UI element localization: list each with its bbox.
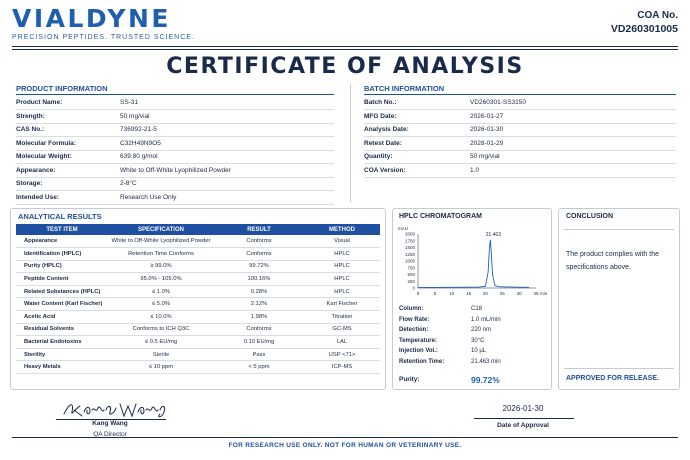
results-header-row [16,224,380,235]
method-cell: GC-MS [304,323,380,336]
approval-label: Date of Approval [497,422,549,429]
table-row [16,248,380,261]
batch-info-value: 2026-01-30 [470,126,504,133]
conclusion-rule [564,229,674,230]
result-cell: 100.16% [214,273,304,286]
table-row [16,285,380,298]
coa-label: COA No. [637,10,678,21]
product-info-row [16,165,334,178]
product-info-heading: PRODUCT INFORMATION [16,84,108,93]
brand-block [12,5,195,41]
batch-info-heading: BATCH INFORMATION [364,84,445,93]
hplc-param-value: 1.0 mL/min [471,316,501,323]
result-cell: 99.72% [214,260,304,273]
product-info-value: 639.80 g/mol [120,153,158,160]
test-item-cell: Related Substances (HPLC) [16,285,108,298]
test-item-cell: Appearance [16,235,108,248]
conclusion-panel [558,208,680,390]
result-cell: 1.98% [214,311,304,324]
approval-date: 2026-01-30 [502,404,544,413]
product-info-row [16,111,334,124]
batch-info-value: 2028-01-29 [470,139,504,147]
result-cell: < 5 ppm [214,361,304,374]
y-tick-label: 1250 [404,251,415,257]
test-item-cell: Purity (HPLC) [16,260,108,273]
brand-logo: VIALDYNE [12,4,171,33]
test-item-cell: Peptide Content [16,273,108,286]
batch-info-value: 2026-01-27 [470,112,504,120]
purity-row [399,376,549,386]
test-item-cell: Identification (HPLC) [16,248,108,261]
product-info-key: Strength: [16,112,45,120]
product-info-value: 50 mg/vial [120,112,150,120]
product-info-row [16,192,334,205]
hplc-param-value: 21.463 min [471,358,501,365]
product-info-key: Storage: [16,180,43,187]
product-info-value: White to Off-White Lyophilized Powder [120,166,231,174]
specification-cell: ≥ 99.0% [108,260,214,273]
product-info-key: Appearance: [16,166,56,174]
hplc-param-row [399,359,549,369]
conclusion-heading: CONCLUSION [566,213,614,220]
hplc-param-key: Retention Time: [399,358,445,365]
table-row [16,235,380,248]
product-info-value: C32H49N9O5 [120,139,161,147]
product-info-row [16,138,334,151]
hplc-param-value: 10 µL [471,348,487,354]
product-info-key: Molecular Weight: [16,153,72,160]
batch-info-table [364,97,676,179]
method-cell: USP <71> [304,348,380,361]
method-cell: HPLC [304,260,380,273]
batch-info-key: COA Version: [364,166,406,174]
signatory-role: QA Director [93,431,127,438]
hplc-param-row [399,317,549,327]
table-row [16,260,380,273]
col-specification: SPECIFICATION [108,224,214,235]
product-info-key: CAS No.: [16,126,45,133]
specification-cell: ≤ 10 ppm [108,361,214,374]
specification-cell: ≤ 1.0% [108,285,214,298]
purity-label: Purity: [399,376,420,383]
y-tick-label: 1000 [404,258,415,264]
hplc-param-row [399,306,549,316]
table-row [16,298,380,311]
method-cell: Visual [304,235,380,248]
method-cell: Karl Fischer [304,298,380,311]
result-cell: 0.28% [214,285,304,298]
specification-cell: 95.0% - 105.0% [108,273,214,286]
result-cell: Pass [214,348,304,361]
x-tick-label: 5 [433,291,437,296]
table-row [16,311,380,324]
product-info-row [16,151,334,164]
batch-info-key: Batch No.: [364,99,397,106]
col-method: METHOD [304,224,380,235]
approved-label: APPROVED FOR RELEASE. [566,375,659,382]
product-info-value: 2-8°C [120,180,137,187]
batch-info-row [364,124,676,137]
product-info-key: Intended Use: [16,193,59,201]
result-cell: Conforms [214,323,304,336]
batch-info-key: Analysis Date: [364,126,409,133]
batch-info-value: VD260301-SS3150 [470,99,527,106]
result-cell: Conforms [214,248,304,261]
x-tick-label: 10 [449,291,455,296]
hplc-chromatogram [396,222,548,304]
batch-info-row [364,165,676,178]
y-tick-label: 1750 [404,238,415,244]
x-tick-label: 20 [482,291,488,296]
hplc-param-value: 220 nm [471,327,492,333]
results-body [16,235,380,374]
col-result: RESULT [214,224,304,235]
specification-cell: Conforms to ICH Q3C [108,323,214,336]
y-tick-label: 500 [407,272,415,277]
table-row [16,348,380,361]
test-item-cell: Sterility [16,348,108,361]
test-item-cell: Bacterial Endotoxins [16,336,108,349]
specification-cell: ≤ 0.5 EU/mg [108,336,214,349]
test-item-cell: Residual Solvents [16,323,108,336]
coa-number-block [611,10,678,35]
hplc-param-row [399,327,549,337]
test-item-cell: Water Content (Karl Fischer) [16,298,108,311]
y-tick-label: 0 [412,285,415,291]
hplc-param-row [399,348,549,358]
product-info-value: 736992-21-5 [120,126,157,133]
header-rule-thin [12,49,678,50]
x-tick-label: 35 [533,291,539,296]
y-tick-label: 750 [407,265,415,271]
product-info-table [16,97,334,205]
batch-info-key: Quantity: [364,153,393,160]
chromatogram-trace [418,240,529,288]
batch-info-row [364,111,676,124]
x-tick-label: 25 [499,291,505,296]
hplc-param-key: Temperature: [399,337,437,344]
specification-cell: Sterile [108,348,214,361]
col-test-item: TEST ITEM [16,224,108,235]
x-axis-unit: min [540,291,548,296]
specification-cell: ≤ 5.0% [108,298,214,311]
batch-info-value: 1.0 [470,166,480,174]
batch-info-key: MFG Date: [364,112,397,120]
result-cell: 0.10 EU/mg [214,336,304,349]
hplc-param-value: 30°C [471,337,485,344]
specification-cell: ≤ 10.0% [108,311,214,324]
hplc-param-key: Column: [399,306,424,312]
x-tick-label: 0 [416,291,420,296]
specification-cell: Retention Time Conforms [108,248,214,261]
batch-info-key: Retest Date: [364,139,402,147]
batch-info-row [364,97,676,110]
y-axis-unit: mAU [398,226,408,231]
table-row [16,273,380,286]
x-tick-label: 15 [466,291,472,296]
product-info-row [16,178,334,191]
product-info-key: Molecular Formula: [16,139,76,147]
hplc-param-key: Detection: [399,327,429,333]
hplc-param-row [399,338,549,348]
batch-info-row [364,151,676,164]
method-cell: HPLC [304,285,380,298]
product-info-rule [16,94,334,95]
coa-number: VD260301005 [610,23,678,35]
brand-tagline: PRECISION PEPTIDES. TRUSTED SCIENCE. [12,34,195,41]
test-item-cell: Heavy Metals [16,361,108,374]
hplc-heading: HPLC CHROMATOGRAM [399,213,482,220]
hplc-param-value: C18 [471,306,483,312]
hplc-param-key: Flow Rate: [399,316,430,323]
table-row [16,361,380,374]
method-cell: Titration [304,311,380,324]
y-tick-label: 250 [407,278,415,284]
signatory-name: Kang Wang [92,420,128,427]
purity-block [399,376,549,388]
product-info-key: Product Name: [16,99,63,106]
specification-cell: White to Off-White Lyophilized Powder [108,235,214,248]
conclusion-text: The product complies with the specifications above. [566,251,659,271]
result-cell: Conforms [214,235,304,248]
batch-info-value: 50 mg/vial [470,153,500,160]
y-tick-label: 1500 [404,245,415,250]
hplc-param-key: Injection Vol.: [399,348,438,354]
batch-info-rule [364,94,676,95]
x-tick-label: 30 [516,291,522,296]
info-divider [350,84,351,202]
purity-value: 99.72% [471,375,500,385]
method-cell: LAL [304,336,380,349]
analytical-results-heading: ANALYTICAL RESULTS [18,212,102,221]
conclusion-rule-bottom [564,368,674,369]
y-tick-label: 2000 [404,231,415,237]
approval-line [474,418,574,419]
product-info-value: SS-31 [120,99,139,106]
hplc-params [399,306,549,376]
page-title: CERTIFICATE OF ANALYSIS [166,54,524,79]
batch-info-row [364,138,676,151]
product-info-row [16,124,334,137]
footer-rule [12,437,678,438]
signature-image [60,398,170,420]
method-cell: HPLC [304,273,380,286]
table-row [16,323,380,336]
peak-label: 21.463 [485,231,502,238]
result-cell: 2.12% [214,298,304,311]
header-rule [12,46,678,47]
analytical-results-table [16,224,380,374]
product-info-row [16,97,334,110]
method-cell: ICP-MS [304,361,380,374]
product-info-value: Research Use Only [120,193,177,201]
table-row [16,336,380,349]
test-item-cell: Acetic Acid [16,311,108,324]
footer-disclaimer: FOR RESEARCH USE ONLY. NOT FOR HUMAN OR VETERINARY USE. [228,442,462,449]
method-cell: HPLC [304,248,380,261]
